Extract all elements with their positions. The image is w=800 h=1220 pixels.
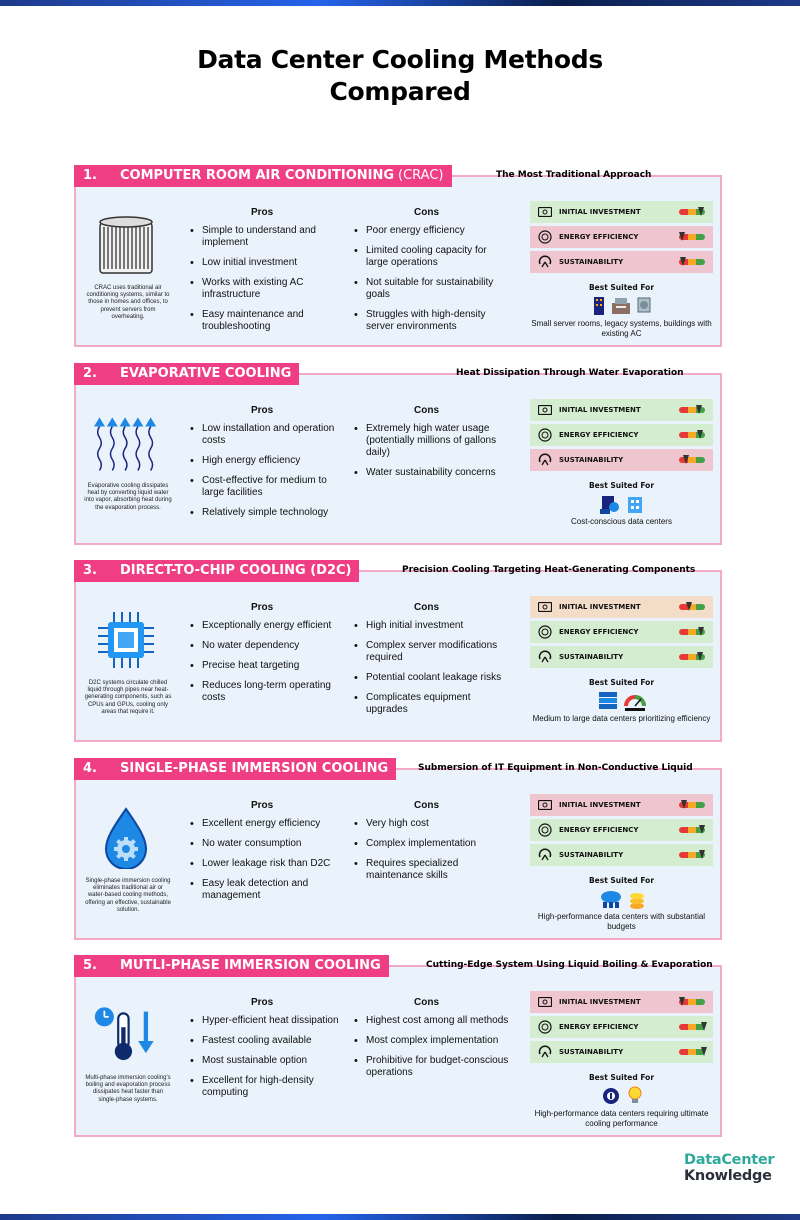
- pro-item: • Precise heat targeting: [189, 660, 349, 672]
- ratings-panel: [530, 201, 713, 276]
- server-room-icon: [610, 295, 632, 315]
- gauge-needle: [701, 1022, 707, 1031]
- gauge-icon: [538, 453, 552, 467]
- rating-efficiency: [530, 424, 713, 446]
- section-subtitle: Precision Cooling Targeting Heat-Generating Components: [402, 565, 696, 575]
- datacenter-knowledge-logo: [684, 1152, 774, 1184]
- con-item: • Not suitable for sustainability goals: [353, 277, 511, 301]
- section-name: SINGLE-PHASE IMMERSION COOLING: [120, 761, 389, 776]
- rating-label: INITIAL INVESTMENT: [559, 208, 641, 216]
- rating-initial: [530, 794, 713, 816]
- gauge-icon: [538, 848, 552, 862]
- gauge-needle: [699, 850, 705, 859]
- pro-item: • Low installation and operation costs: [189, 423, 349, 447]
- gauge-needle: [697, 430, 703, 439]
- section-4: [74, 758, 722, 940]
- rating-gauge: [679, 999, 705, 1005]
- con-item: • Complicates equipment upgrades: [353, 692, 511, 716]
- best-suited-text: High-performance data centers requiring ultimate cooling performance: [534, 1109, 709, 1128]
- chip-icon: [94, 608, 158, 672]
- cons-heading: Cons: [414, 405, 439, 416]
- rating-label: SUSTAINABILITY: [559, 653, 624, 661]
- money-hand-icon: [599, 493, 621, 513]
- con-item: • Poor energy efficiency: [353, 225, 511, 237]
- lightbulb-icon: [626, 1085, 644, 1105]
- con-item: • Limited cooling capacity for large operations: [353, 245, 511, 269]
- coins-icon: [628, 888, 646, 908]
- water-drop-gear-icon: [94, 806, 158, 870]
- pros-heading: Pros: [251, 602, 274, 613]
- gauge-icon: [538, 1045, 552, 1059]
- cons-list: [353, 423, 511, 487]
- pro-item: • Easy leak detection and management: [189, 878, 349, 902]
- best-suited-icons: [530, 493, 713, 513]
- rating-gauge: [679, 209, 705, 215]
- best-suited-heading: Best Suited For: [588, 283, 655, 292]
- gauge-needle: [699, 825, 705, 834]
- rating-gauge: [679, 654, 705, 660]
- ratings-panel: [530, 991, 713, 1066]
- rating-gauge: [679, 604, 705, 610]
- section-name: MUTLI-PHASE IMMERSION COOLING: [120, 958, 381, 973]
- pro-item: • High energy efficiency: [189, 455, 349, 467]
- rating-gauge: [679, 802, 705, 808]
- pro-item: • No water consumption: [189, 838, 349, 850]
- gauge-needle: [698, 207, 704, 216]
- efficiency-icon: [538, 428, 552, 442]
- section-number: 3.: [83, 563, 97, 578]
- section-1: [74, 165, 722, 347]
- section-title-bar: [74, 758, 396, 780]
- best-suited-icons: [530, 295, 713, 315]
- section-panel: [74, 373, 722, 545]
- method-description: Multi-phase immersion cooling's boiling and evaporation process dissipates heat faster than single-phase systems.: [85, 1075, 171, 1103]
- gauge-needle: [686, 602, 692, 611]
- money-icon: [538, 403, 552, 417]
- section-title-bar: [74, 955, 389, 977]
- section-2: [74, 363, 722, 545]
- pro-item: • Excellent for high-density computing: [189, 1075, 349, 1099]
- rating-sustainability: [530, 1041, 713, 1063]
- rating-label: INITIAL INVESTMENT: [559, 603, 641, 611]
- pros-list: [189, 225, 349, 341]
- best-suited-text: Cost-conscious data centers: [571, 517, 672, 526]
- section-name: COMPUTER ROOM AIR CONDITIONING: [120, 168, 395, 183]
- cons-list: [353, 1015, 511, 1087]
- best-suited-icons: [530, 888, 713, 908]
- section-5: [74, 955, 722, 1137]
- section-panel: [74, 768, 722, 940]
- rating-gauge: [679, 827, 705, 833]
- efficiency-icon: [538, 625, 552, 639]
- cons-list: [353, 818, 511, 890]
- pro-item: • Simple to understand and implement: [189, 225, 349, 249]
- pro-item: • Easy maintenance and troubleshooting: [189, 309, 349, 333]
- gauge-needle: [679, 997, 685, 1006]
- efficiency-icon: [538, 823, 552, 837]
- bottom-accent-bar: [0, 1214, 800, 1220]
- rating-sustainability: [530, 449, 713, 471]
- rating-label: INITIAL INVESTMENT: [559, 406, 641, 414]
- gauge-icon: [538, 650, 552, 664]
- rating-efficiency: [530, 226, 713, 248]
- pro-item: • Cost-effective for medium to large facilities: [189, 475, 349, 499]
- pros-list: [189, 423, 349, 527]
- method-description: CRAC uses traditional air conditioning systems, similar to those in homes and offices, to prevent servers from overheating.: [86, 285, 170, 320]
- section-subtitle: Submersion of IT Equipment in Non-Conductive Liquid: [418, 763, 693, 773]
- section-3: [74, 560, 722, 742]
- best-suited-heading: Best Suited For: [588, 481, 655, 490]
- section-number: 5.: [83, 958, 97, 973]
- rating-gauge: [679, 407, 705, 413]
- pro-item: • Exceptionally energy efficient: [189, 620, 349, 632]
- rating-label: ENERGY EFFICIENCY: [559, 826, 639, 834]
- method-description: Evaporative cooling dissipates heat by converting liquid water into vapor, absorbing heat during the evaporation process.: [84, 483, 172, 511]
- cons-heading: Cons: [414, 602, 439, 613]
- title-line-2: Compared: [329, 77, 471, 106]
- server-stack-icon: [597, 690, 619, 710]
- con-item: • Most complex implementation: [353, 1035, 511, 1047]
- pros-list: [189, 620, 349, 712]
- con-item: • Potential coolant leakage risks: [353, 672, 511, 684]
- efficiency-icon: [538, 1020, 552, 1034]
- section-title-bar: [74, 560, 359, 582]
- gauge-needle: [683, 455, 689, 464]
- cons-heading: Cons: [414, 207, 439, 218]
- rating-gauge: [679, 1024, 705, 1030]
- rating-label: ENERGY EFFICIENCY: [559, 431, 639, 439]
- ratings-panel: [530, 596, 713, 671]
- cons-list: [353, 225, 511, 341]
- gauge-needle: [701, 1047, 707, 1056]
- pro-item: • Fastest cooling available: [189, 1035, 349, 1047]
- section-name: EVAPORATIVE COOLING: [120, 366, 292, 381]
- money-icon: [538, 205, 552, 219]
- facility-icon: [625, 493, 645, 513]
- best-suited-heading: Best Suited For: [588, 876, 655, 885]
- section-number: 2.: [83, 366, 97, 381]
- section-number: 1.: [83, 168, 97, 183]
- rating-sustainability: [530, 646, 713, 668]
- ratings-panel: [530, 399, 713, 474]
- rating-gauge: [679, 432, 705, 438]
- best-suited-icons: [530, 1085, 713, 1105]
- pro-item: • Reduces long-term operating costs: [189, 680, 349, 704]
- rating-efficiency: [530, 819, 713, 841]
- pro-item: • No water dependency: [189, 640, 349, 652]
- ratings-panel: [530, 794, 713, 869]
- method-description: Single-phase immersion cooling eliminates traditional air or water-based cooling methods, offering an effective, sustainable solution.: [85, 878, 171, 913]
- gauge-needle: [698, 627, 704, 636]
- pros-list: [189, 1015, 349, 1107]
- section-subtitle: Heat Dissipation Through Water Evaporation: [456, 368, 684, 378]
- con-item: • High initial investment: [353, 620, 511, 632]
- section-panel: [74, 570, 722, 742]
- pros-list: [189, 818, 349, 910]
- con-item: • Highest cost among all methods: [353, 1015, 511, 1027]
- con-item: • Complex implementation: [353, 838, 511, 850]
- rating-sustainability: [530, 844, 713, 866]
- gauge-needle: [697, 652, 703, 661]
- con-item: • Struggles with high-density server environments: [353, 309, 511, 333]
- efficiency-gauge-icon: [623, 690, 647, 710]
- rating-gauge: [679, 259, 705, 265]
- pro-item: • Hyper-efficient heat dissipation: [189, 1015, 349, 1027]
- rating-label: ENERGY EFFICIENCY: [559, 233, 639, 241]
- con-item: • Complex server modifications required: [353, 640, 511, 664]
- title-line-1: Data Center Cooling Methods: [197, 45, 603, 74]
- section-panel: [74, 965, 722, 1137]
- best-suited-text: Small server rooms, legacy systems, buildings with existing AC: [531, 319, 712, 338]
- rating-label: SUSTAINABILITY: [559, 258, 624, 266]
- pro-item: • Low initial investment: [189, 257, 349, 269]
- rating-initial: [530, 201, 713, 223]
- rating-sustainability: [530, 251, 713, 273]
- best-suited-heading: Best Suited For: [588, 1073, 655, 1082]
- best-suited-text: High-performance data centers with substantial budgets: [537, 912, 706, 931]
- section-title-bar: [74, 363, 299, 385]
- rating-gauge: [679, 629, 705, 635]
- pro-item: • Most sustainable option: [189, 1055, 349, 1067]
- gauge-needle: [679, 232, 685, 241]
- section-number: 4.: [83, 761, 97, 776]
- section-panel: [74, 175, 722, 347]
- rating-gauge: [679, 1049, 705, 1055]
- rating-gauge: [679, 457, 705, 463]
- rating-gauge: [679, 234, 705, 240]
- top-accent-bar: [0, 0, 800, 6]
- cons-heading: Cons: [414, 800, 439, 811]
- building-icon: [592, 295, 606, 315]
- gear-dollar-icon: [600, 1085, 622, 1105]
- section-subtitle: The Most Traditional Approach: [496, 170, 652, 180]
- best-suited-icons: [530, 690, 713, 710]
- ac-unit-icon: [94, 213, 158, 277]
- page-title: [0, 44, 800, 108]
- pros-heading: Pros: [251, 800, 274, 811]
- rating-efficiency: [530, 1016, 713, 1038]
- cloud-network-icon: [598, 888, 624, 908]
- rating-label: SUSTAINABILITY: [559, 1048, 624, 1056]
- pro-item: • Relatively simple technology: [189, 507, 349, 519]
- logo-line-2: Knowledge: [684, 1168, 772, 1184]
- con-item: • Requires specialized maintenance skills: [353, 858, 511, 882]
- efficiency-icon: [538, 230, 552, 244]
- rating-initial: [530, 596, 713, 618]
- vapor-arrows-icon: [94, 411, 158, 475]
- gauge-needle: [681, 800, 687, 809]
- best-suited-text: Medium to large data centers prioritizing efficiency: [532, 714, 711, 723]
- ac-box-icon: [636, 295, 652, 315]
- rating-gauge: [679, 852, 705, 858]
- pro-item: • Works with existing AC infrastructure: [189, 277, 349, 301]
- rating-label: SUSTAINABILITY: [559, 456, 624, 464]
- rating-efficiency: [530, 621, 713, 643]
- con-item: • Prohibitive for budget-conscious operations: [353, 1055, 511, 1079]
- rating-initial: [530, 399, 713, 421]
- gauge-icon: [538, 255, 552, 269]
- section-title-bar: [74, 165, 452, 187]
- pros-heading: Pros: [251, 997, 274, 1008]
- con-item: • Water sustainability concerns: [353, 467, 511, 479]
- cons-heading: Cons: [414, 997, 439, 1008]
- logo-line-1: DataCenter: [684, 1152, 775, 1168]
- rating-label: INITIAL INVESTMENT: [559, 998, 641, 1006]
- section-subtitle: Cutting-Edge System Using Liquid Boiling & Evaporation: [426, 960, 713, 970]
- pro-item: • Excellent energy efficiency: [189, 818, 349, 830]
- gauge-needle: [696, 405, 702, 414]
- pros-heading: Pros: [251, 405, 274, 416]
- rating-label: INITIAL INVESTMENT: [559, 801, 641, 809]
- gauge-needle: [680, 257, 686, 266]
- section-abbr: (CRAC): [398, 168, 444, 183]
- money-icon: [538, 798, 552, 812]
- method-description: D2C systems circulate chilled liquid through pipes near heat-generating components, such as CPUs and GPUs, cooling only areas that require it.: [84, 680, 172, 715]
- money-icon: [538, 600, 552, 614]
- cons-list: [353, 620, 511, 724]
- section-name: DIRECT-TO-CHIP COOLING (D2C): [120, 563, 352, 578]
- con-item: • Extremely high water usage (potentially millions of gallons daily): [353, 423, 511, 459]
- con-item: • Very high cost: [353, 818, 511, 830]
- pros-heading: Pros: [251, 207, 274, 218]
- thermometer-down-icon: [94, 1003, 158, 1067]
- pro-item: • Lower leakage risk than D2C: [189, 858, 349, 870]
- rating-label: ENERGY EFFICIENCY: [559, 628, 639, 636]
- rating-label: ENERGY EFFICIENCY: [559, 1023, 639, 1031]
- best-suited-heading: Best Suited For: [588, 678, 655, 687]
- rating-initial: [530, 991, 713, 1013]
- money-icon: [538, 995, 552, 1009]
- rating-label: SUSTAINABILITY: [559, 851, 624, 859]
